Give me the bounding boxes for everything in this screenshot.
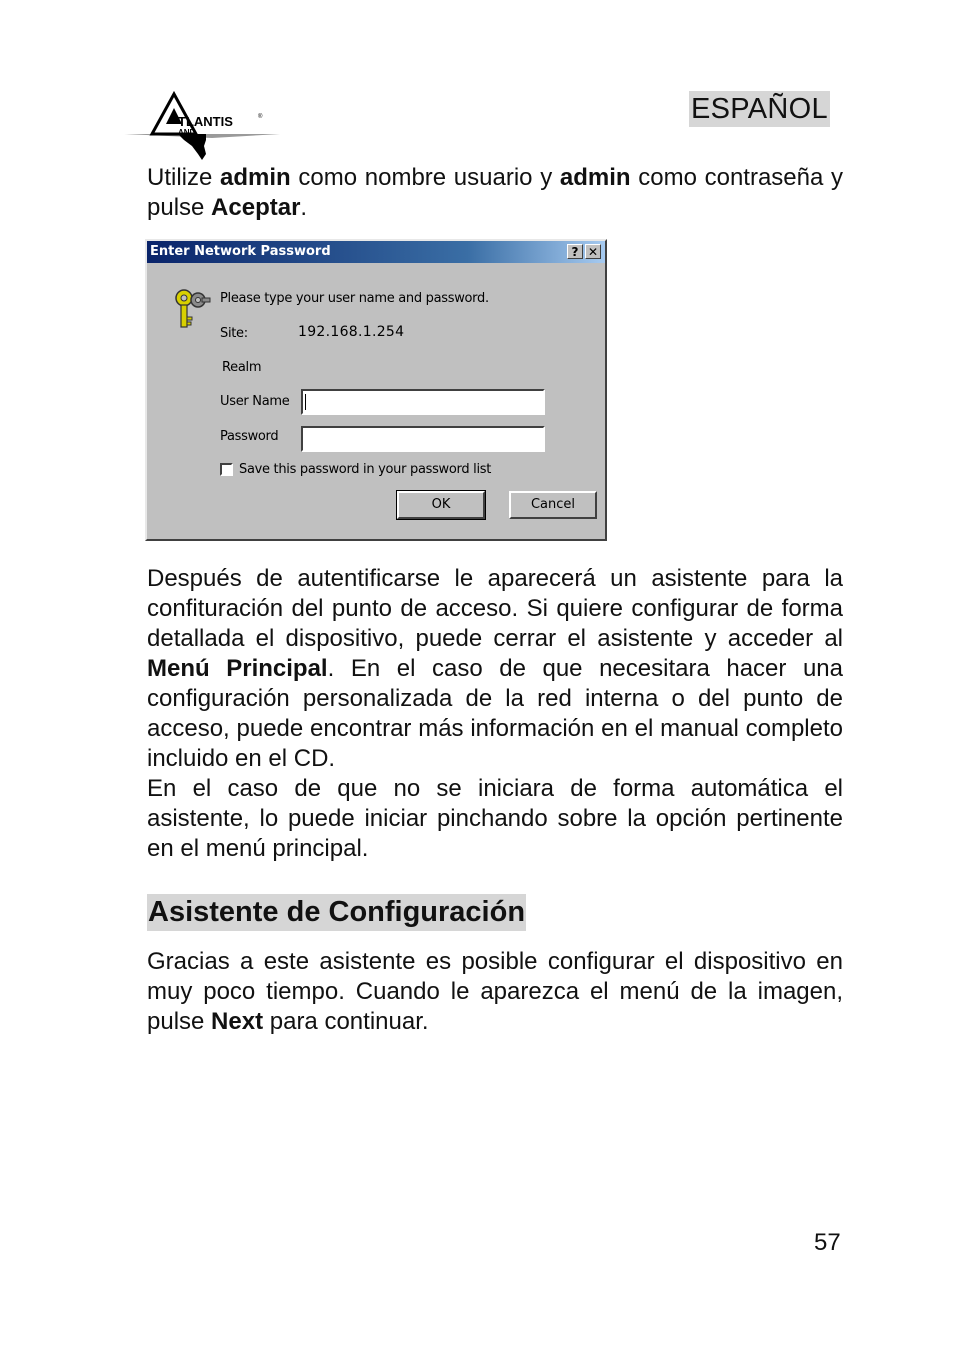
save-password-label: Save this password in your password list: [239, 462, 492, 477]
svg-text:TLANTIS: TLANTIS: [178, 114, 233, 129]
site-label: Site:: [220, 326, 248, 341]
atlantis-logo: [122, 88, 282, 164]
intro-paragraph: Utilize admin como nombre usuario y admin como contraseña y pulse Aceptar.: [147, 164, 844, 221]
dialog-prompt: Please type your user name and password.: [220, 291, 489, 306]
cancel-button[interactable]: Cancel: [509, 491, 597, 519]
user-name-label: User Name: [220, 394, 290, 409]
realm-label: Realm: [222, 360, 262, 375]
user-name-input[interactable]: [301, 389, 545, 415]
keys-icon: [171, 287, 211, 331]
section-title: Asistente de Configuración: [147, 894, 526, 931]
body-paragraph-2: En el caso de que no se iniciara de forma automática el asistente, lo puede iniciar pinchando sobre la opción pertinente en el menú principal.: [147, 775, 843, 862]
svg-text:AND: AND: [178, 128, 196, 137]
help-button[interactable]: ?: [567, 244, 583, 259]
page-number: 57: [814, 1229, 841, 1256]
language-label: ESPAÑOL: [691, 93, 828, 125]
text-cursor: [305, 394, 306, 410]
password-label: Password: [220, 429, 279, 444]
dialog-title: Enter Network Password: [150, 244, 331, 259]
ok-button[interactable]: OK: [397, 491, 485, 519]
section-paragraph: Gracias a este asistente es posible configurar el dispositivo en muy poco tiempo. Cuando le aparezca el menú de la imagen, pulse Next para continuar.: [147, 948, 843, 1035]
password-input[interactable]: [301, 426, 545, 452]
dialog-titlebar: [147, 241, 605, 263]
save-password-checkbox[interactable]: [220, 463, 233, 476]
enter-network-password-dialog: [145, 239, 607, 541]
site-value: 192.168.1.254: [298, 324, 405, 340]
close-button[interactable]: ✕: [585, 244, 601, 259]
svg-text:®: ®: [258, 114, 263, 120]
body-paragraph-1: Después de autentificarse le aparecerá un asistente para la confituración del punto de acceso. Si quiere configurar de forma detallada el dispositivo, puede cerrar el asistente y acceder al Menú Principal. En el caso de que necesitara hacer una configuración personalizada de la red interna o del punto de acceso, puede encontrar más información en el manual completo incluido en el CD.: [147, 565, 843, 772]
